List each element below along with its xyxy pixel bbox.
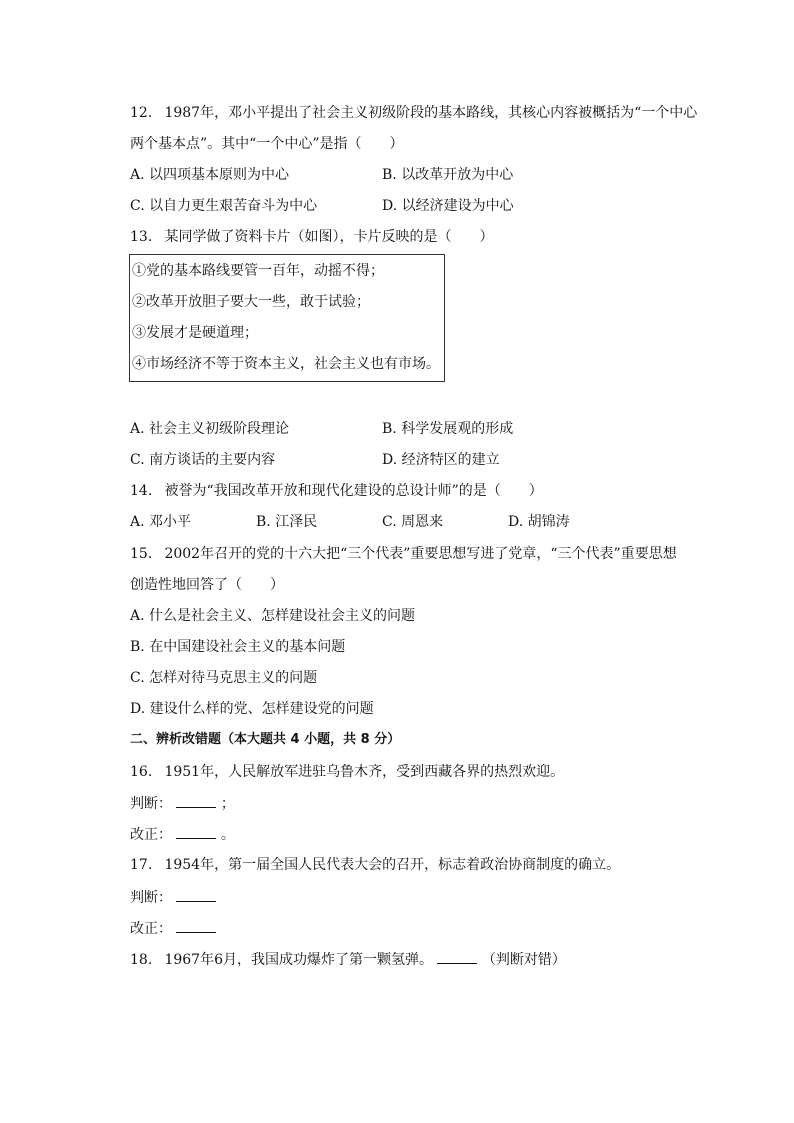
- question-text: 某同学做了资料卡片（如图），卡片反映的是（ ）: [164, 229, 494, 245]
- question-text: 1951年，人民解放军进驻乌鲁木齐，受到西藏各界的热烈欢迎。: [164, 764, 565, 780]
- card-item-2: ②改革开放胆子要大一些，敢于试验；: [132, 294, 370, 310]
- answer-blank[interactable]: [176, 918, 216, 933]
- question-18-line: [130, 949, 566, 970]
- option-d: D. 胡锦涛: [508, 514, 570, 530]
- judge-line: [130, 793, 235, 814]
- question-15-line-2: 创造性地回答了（ ）: [130, 577, 284, 593]
- option-b: B. 以改革开放为中心: [382, 167, 514, 183]
- question-text: 1967年6月，我国成功爆炸了第一颗氢弹。: [164, 952, 433, 968]
- question-number: 16.: [130, 764, 153, 780]
- correct-label: 改正：: [130, 921, 172, 937]
- question-text: 2002年召开的党的十六大把“三个代表”重要思想写进了党章，“三个代表”重要思想: [164, 546, 677, 562]
- answer-blank[interactable]: [437, 949, 477, 964]
- option-c: C. 以自力更生艰苦奋斗为中心: [130, 198, 318, 214]
- option-b: B. 江泽民: [256, 514, 318, 530]
- question-16-line: [130, 762, 564, 782]
- option-d: D. 经济特区的建立: [382, 452, 500, 468]
- option-d: D. 建设什么样的党、怎样建设党的问题: [130, 701, 374, 717]
- option-c: C. 周恩来: [382, 514, 444, 530]
- question-number: 15.: [130, 546, 153, 562]
- option-d: D. 以经济建设为中心: [382, 198, 514, 214]
- option-a: A. 什么是社会主义、怎样建设社会主义的问题: [130, 608, 416, 624]
- option-a: A. 邓小平: [130, 514, 192, 530]
- question-suffix: （判断对错）: [481, 952, 566, 968]
- answer-blank[interactable]: [176, 793, 216, 808]
- option-c: C. 怎样对待马克思主义的问题: [130, 670, 318, 686]
- question-number: 13.: [130, 229, 153, 245]
- option-a: A. 以四项基本原则为中心: [130, 167, 290, 183]
- question-text: 被誉为“我国改革开放和现代化建设的总设计师”的是（ ）: [164, 483, 543, 499]
- judge-line: [130, 887, 216, 908]
- question-number: 18.: [130, 952, 153, 968]
- correct-suffix: 。: [220, 827, 235, 843]
- question-text: 1987年，邓小平提出了社会主义初级阶段的基本路线，其核心内容被概括为“一个中心: [164, 105, 698, 121]
- section-title: 二、辨析改错题（本大题共 4 小题，共 8 分）: [130, 732, 401, 747]
- answer-blank[interactable]: [176, 824, 216, 839]
- judge-label: 判断：: [130, 890, 172, 906]
- option-b: B. 在中国建设社会主义的基本问题: [130, 639, 346, 655]
- option-b: B. 科学发展观的形成: [382, 421, 514, 437]
- correct-label: 改正：: [130, 827, 172, 843]
- question-15-line-1: [130, 544, 677, 564]
- question-14-line: [130, 481, 543, 501]
- option-c: C. 南方谈话的主要内容: [130, 452, 276, 468]
- data-card: [129, 254, 445, 382]
- question-number: 12.: [130, 105, 153, 121]
- card-item-1: ①党的基本路线要管一百年，动摇不得；: [132, 263, 384, 279]
- correct-line: [130, 824, 235, 845]
- question-17-line: [130, 855, 620, 875]
- question-12-line-2: 两个基本点”。其中“一个中心”是指（ ）: [130, 136, 404, 152]
- card-item-3: ③发展才是硬道理；: [132, 325, 258, 341]
- judge-label: 判断：: [130, 796, 172, 812]
- option-a: A. 社会主义初级阶段理论: [130, 421, 290, 437]
- card-item-4: ④市场经济不等于资本主义，社会主义也有市场。: [132, 356, 440, 372]
- question-number: 14.: [130, 483, 153, 499]
- correct-line: [130, 918, 216, 939]
- question-number: 17.: [130, 857, 153, 873]
- question-text: 1954年，第一届全国人民代表大会的召开，标志着政治协商制度的确立。: [164, 857, 621, 873]
- answer-blank[interactable]: [176, 887, 216, 902]
- question-12-line-1: [130, 103, 697, 123]
- judge-suffix: ；: [220, 796, 235, 812]
- question-13-line: [130, 227, 493, 247]
